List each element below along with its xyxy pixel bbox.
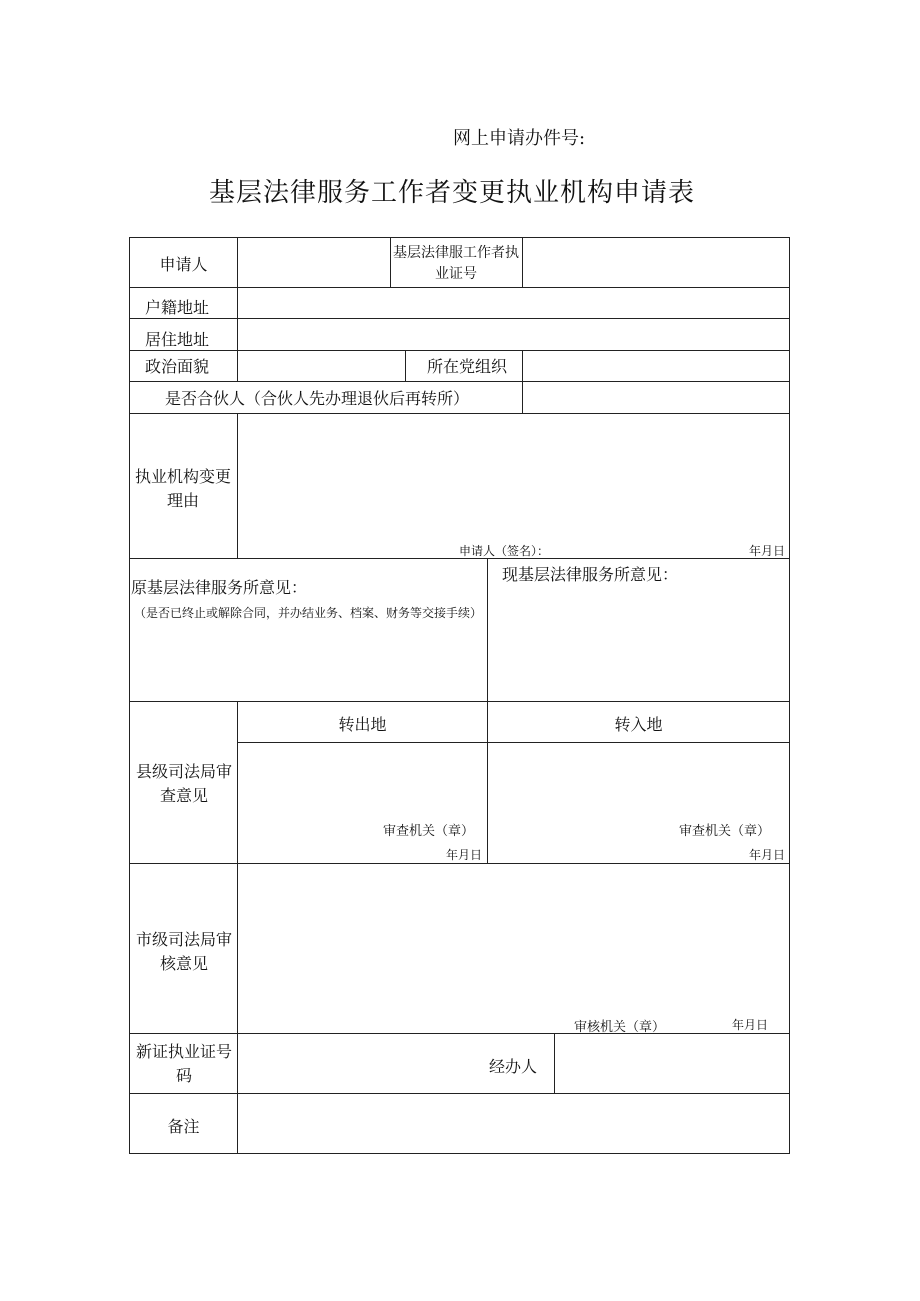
new-license-number-field[interactable]: [238, 1034, 478, 1093]
transfer-out-label: 转出地: [338, 715, 387, 734]
handler-field[interactable]: [555, 1034, 789, 1093]
residence-address-field[interactable]: [238, 319, 789, 350]
political-status-label: 政治面貌: [145, 357, 210, 376]
city-review-field[interactable]: [238, 864, 789, 1014]
transfer-out-opinion-field[interactable]: [238, 743, 487, 818]
transfer-in-seal-label: 审查机关（章）: [679, 824, 771, 839]
registered-address-field[interactable]: [238, 288, 789, 318]
party-organization-label: 所在党组织: [427, 357, 508, 376]
applicant-label: 申请人: [159, 255, 208, 274]
original-office-opinion-field[interactable]: [130, 650, 486, 700]
new-license-number-label: 新证执业证号码: [135, 1042, 232, 1085]
current-office-opinion-field[interactable]: [488, 590, 789, 700]
online-application-number-label: 网上申请办件号:: [453, 128, 586, 149]
page-title: 基层法律服务工作者变更执业机构申请表: [209, 178, 696, 208]
applicant-signature-label: 申请人（签名）：: [459, 544, 550, 558]
registered-address-label: 户籍地址: [145, 298, 210, 317]
transfer-out-seal-label: 审查机关（章）: [383, 824, 475, 839]
applicant-date-label: 年月日: [749, 544, 786, 558]
applicant-name-field[interactable]: [238, 238, 390, 287]
license-number-label: 基层法律服工作者执业证号: [393, 245, 519, 282]
handler-label: 经办人: [489, 1057, 538, 1076]
original-office-opinion-label: 原基层法律服务所意见：: [131, 578, 308, 597]
remarks-field[interactable]: [238, 1094, 789, 1153]
current-office-opinion-label: 现基层法律服务所意见：: [502, 565, 679, 584]
license-number-field[interactable]: [523, 238, 789, 287]
transfer-in-date-label: 年月日: [749, 848, 786, 862]
change-reason-field[interactable]: [238, 414, 789, 539]
approval-org-seal-label: 审核机关（章）: [574, 1020, 666, 1035]
original-office-note: （是否已终止或解除合同，并办结业务、档案、财务等交接手续）: [133, 606, 482, 620]
remarks-label: 备注: [167, 1117, 200, 1136]
transfer-out-date-label: 年月日: [446, 848, 483, 862]
city-review-date-label: 年月日: [732, 1018, 769, 1032]
city-review-label: 市级司法局审核意见: [135, 930, 232, 973]
transfer-in-label: 转入地: [614, 715, 663, 734]
partner-field[interactable]: [523, 382, 789, 413]
party-organization-field[interactable]: [523, 351, 789, 381]
residence-address-label: 居住地址: [145, 330, 210, 349]
county-review-label: 县级司法局审查意见: [135, 762, 232, 805]
transfer-in-opinion-field[interactable]: [488, 743, 789, 818]
political-status-field[interactable]: [238, 351, 405, 381]
change-reason-label: 执业机构变更理由: [134, 467, 231, 510]
partner-label: 是否合伙人（合伙人先办理退伙后再转所）: [165, 389, 470, 408]
